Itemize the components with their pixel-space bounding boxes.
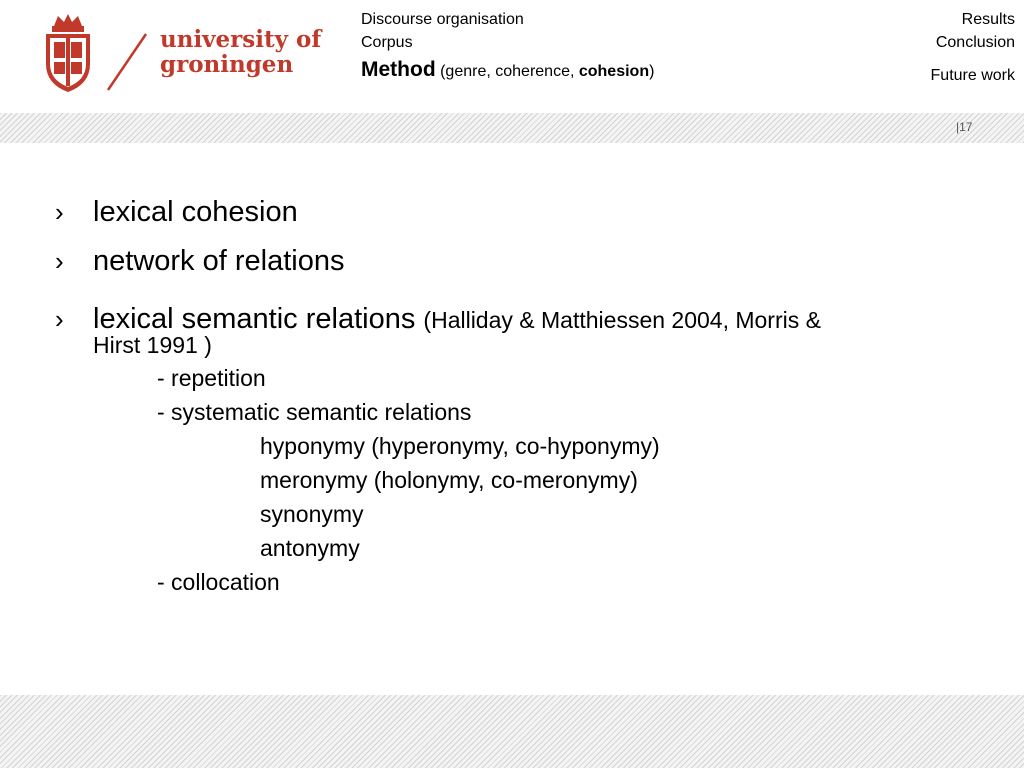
section-nav-right (931, 8, 1015, 87)
subitem-meronymy: meronymy (holonymy, co-meronymy) (260, 467, 638, 493)
citation-continued: Hirst 1991 ) (93, 332, 212, 358)
nav-item-discourse-organisation[interactable]: Discourse organisation (361, 11, 524, 28)
coat-of-arms-icon (40, 14, 96, 94)
bullet-text: network of relations (93, 245, 345, 277)
header-divider-band (0, 113, 1024, 143)
university-logo[interactable] (38, 12, 322, 94)
nav-current-subtitle: (genre, coherence, cohesion) (435, 63, 655, 80)
slide-content (55, 195, 985, 599)
bullet-network-of-relations (55, 244, 985, 278)
subitem-antonymy: antonymy (260, 535, 360, 561)
subitem-systematic-semantic-relations: - systematic semantic relations (157, 399, 472, 425)
bullet-text: lexical semantic relations (93, 303, 416, 335)
subitem-collocation: - collocation (157, 569, 280, 595)
nav-item-method-current[interactable] (361, 58, 654, 84)
bullet-lexical-semantic-relations (55, 302, 985, 337)
nav-item-corpus[interactable]: Corpus (361, 34, 413, 51)
logo-slash-icon (106, 32, 148, 92)
nav-item-future-work[interactable]: Future work (930, 67, 1015, 84)
subitem-repetition: - repetition (157, 365, 266, 391)
subitem-synonymy: synonymy (260, 501, 364, 527)
bullet-text: lexical cohesion (93, 196, 298, 228)
subitem-hyponymy: hyponymy (hyperonymy, co-hyponymy) (260, 433, 660, 459)
footer-band (0, 695, 1024, 768)
page-number: |17 (956, 120, 973, 134)
nav-item-conclusion[interactable]: Conclusion (935, 34, 1015, 51)
bullet-marker: › (55, 246, 64, 276)
bullet-marker: › (55, 304, 64, 334)
bullet-lexical-cohesion (55, 195, 985, 229)
logo-text-line2: groningen (160, 51, 294, 78)
bullet-marker: › (55, 197, 64, 227)
logo-text-line1: university of (160, 26, 322, 53)
section-nav-left (361, 8, 654, 84)
citation: (Halliday & Matthiessen 2004, Morris & (423, 307, 821, 333)
nav-item-results[interactable]: Results (961, 11, 1015, 28)
nav-current-title: Method (361, 58, 436, 81)
